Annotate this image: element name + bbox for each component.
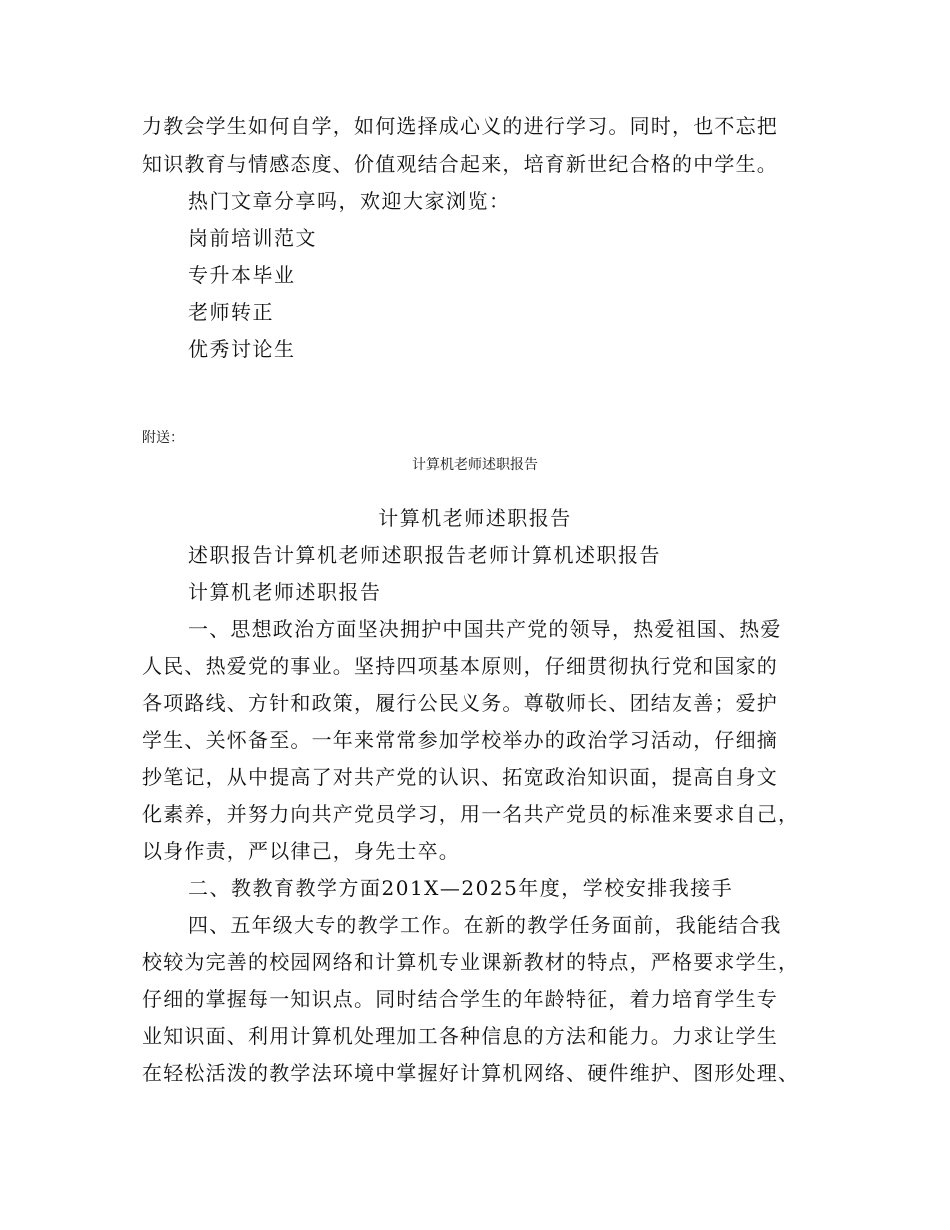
body-p3-line-3: 仔细的掌握每一知识点。同时结合学生的年龄特征，着力培育学生专 [142, 987, 778, 1011]
body-p3-line-5: 在轻松活泼的教学法环境中掌握好计算机网络、硬件维护、图形处理、 [142, 1061, 800, 1085]
report-keywords: 述职报告计算机老师述职报告老师计算机述职报告 [188, 543, 661, 567]
share-link-1[interactable]: 岗前培训范文 [188, 226, 317, 250]
body-p3-line-4: 业知识面、利用计算机处理加工各种信息的方法和能力。力求让学生 [142, 1024, 778, 1048]
intro-line-2: 知识教育与情感态度、价值观结合起来，培育新世纪合格的中学生。 [142, 152, 778, 176]
body-p2: 二、教教育教学方面201X—2025年度，学校安排我接手 [188, 876, 734, 900]
share-heading: 热门文章分享吗，欢迎大家浏览： [188, 189, 511, 213]
body-p1-line-6: 化素养，并努力向共产党员学习，用一名共产党员的标准来要求自己， [142, 802, 800, 826]
body-p1-line-3: 各项路线、方针和政策，履行公民义务。尊敬师长、团结友善；爱护 [142, 691, 778, 715]
share-link-2[interactable]: 专升本毕业 [188, 263, 296, 287]
share-link-3[interactable]: 老师转正 [188, 300, 274, 324]
body-p3-line-1: 四、五年级大专的教学工作。在新的教学任务面前，我能结合我 [188, 913, 782, 937]
body-p1-line-4: 学生、关怀备至。一年来常常参加学校举办的政治学习活动，仔细摘 [142, 728, 778, 752]
report-title: 计算机老师述职报告 [378, 506, 572, 530]
body-p1-line-2: 人民、热爱党的事业。坚持四项基本原则，仔细贯彻执行党和国家的 [142, 654, 778, 678]
appendix-label: 附送： [142, 430, 184, 446]
appendix-small-title: 计算机老师述职报告 [412, 457, 538, 473]
body-p3-line-2: 校较为完善的校园网络和计算机专业课新教材的特点，严格要求学生， [142, 950, 800, 974]
body-p1-line-1: 一、思想政治方面坚决拥护中国共产党的领导，热爱祖国、热爱 [188, 617, 782, 641]
report-subtitle: 计算机老师述职报告 [188, 580, 382, 604]
intro-line-1: 力教会学生如何自学，如何选择成心义的进行学习。同时，也不忘把 [142, 114, 778, 138]
body-p1-line-7: 以身作责，严以律己，身先士卒。 [142, 839, 460, 863]
body-p1-line-5: 抄笔记，从中提高了对共产党的认识、拓宽政治知识面，提高自身文 [142, 765, 778, 789]
share-link-4[interactable]: 优秀讨论生 [188, 337, 296, 361]
